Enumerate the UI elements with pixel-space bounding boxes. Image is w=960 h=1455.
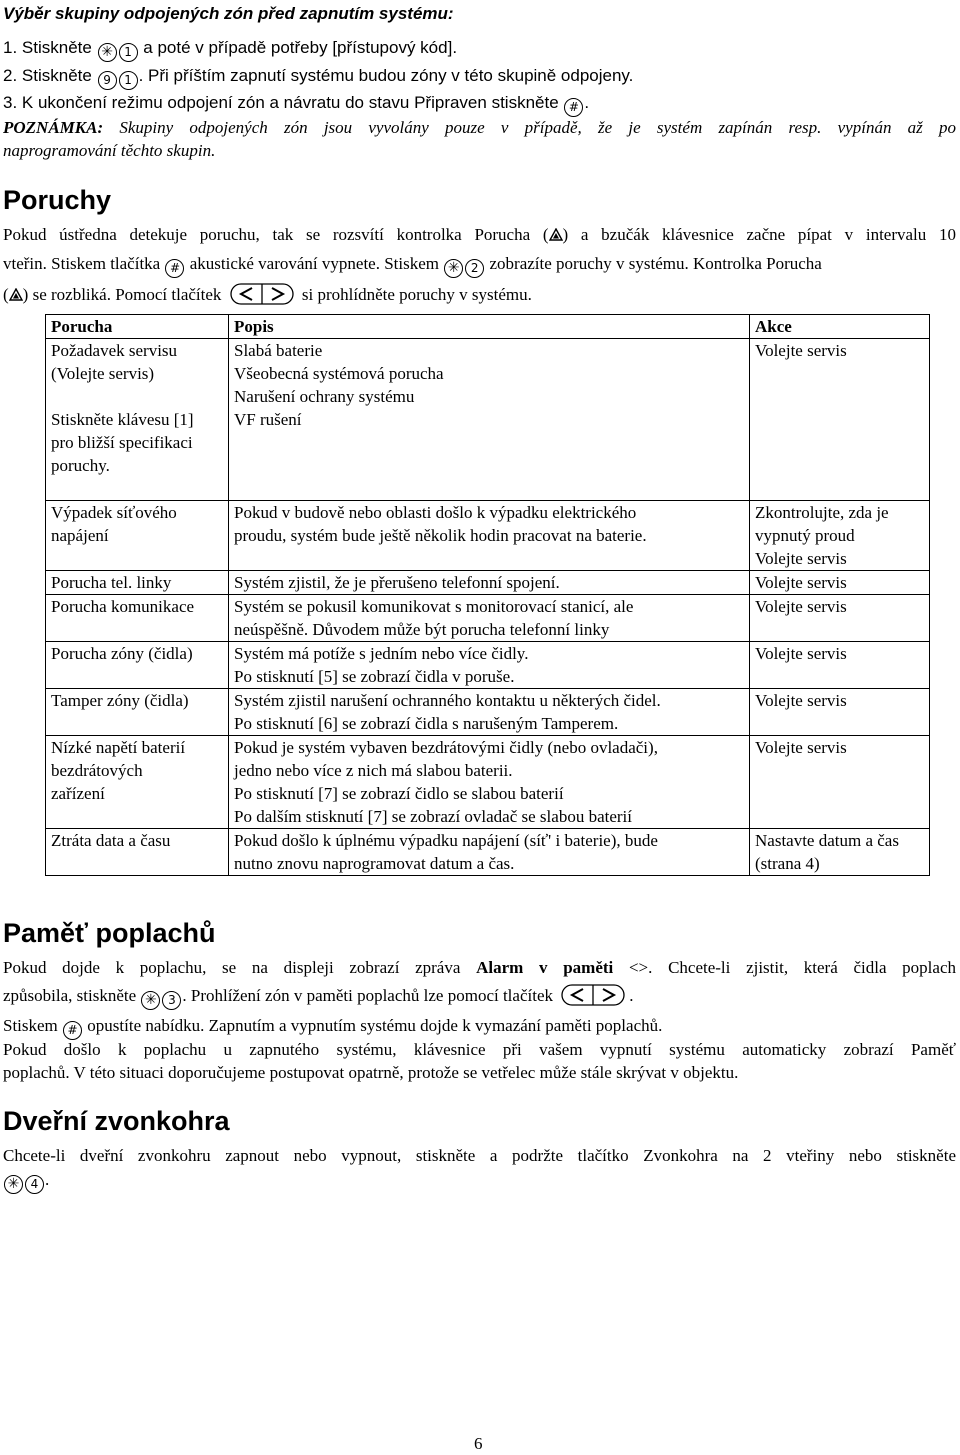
cell-akce: Volejte servis [750,736,930,829]
cell-popis: Systém zjistil, že je přerušeno telefonní spojení. [229,571,750,595]
table-row [46,339,930,501]
bypass-step-2 [3,64,633,90]
one-key-icon: 1 [119,71,138,90]
cell-porucha: Tamper zóny (čidla) [46,689,229,736]
cell-popis: Slabá baterie Všeobecná systémová porucha Narušení ochrany systému VF rušení [229,339,750,501]
cell-porucha: Ztráta data a času [46,829,229,876]
cell-akce: Volejte servis [750,339,930,501]
table-row [46,736,930,829]
cell-popis: Pokud je systém vybaven bezdrátovými čidly (nebo ovladači), jedno nebo více z nich má slabou baterii. Po stisknutí [7] se zobrazí čidlo se slabou baterií Po dalším stisknutí [7] se zobrazí ovladač se slabou baterií [229,736,750,829]
memory-line-5: poplachů. V této situaci doporučujeme postupovat opatrně, protože se vetřelec může stále skrývat v objektu. [3,1063,739,1082]
troubles-line-2 [3,252,822,278]
cell-akce: Nastavte datum a čas (strana 4) [750,829,930,876]
troubles-table [45,314,930,876]
troubles-line-1-b: ) a bzučák klávesnice začne pípat v intervalu 10 [562,225,956,244]
troubles-line-1-a: Pokud ústředna detekuje poruchu, tak se rozsvítí kontrolka Porucha ( [3,225,549,244]
left-right-arrow-keys-icon [230,283,294,305]
nine-key-icon: 9 [98,71,117,90]
cell-porucha: Porucha tel. linky [46,571,229,595]
trouble-warning-icon [9,288,23,301]
memory-line-2 [3,984,634,1010]
header-popis: Popis [229,315,750,339]
header-akce: Akce [750,315,930,339]
chime-line-1: Chcete-li dveřní zvonkohru zapnout nebo vypnout, stiskněte a podržte tlačítko Zvonkohra na 2 vteřiny nebo stiskněte [3,1146,956,1165]
bypass-step-3 [3,91,589,117]
chime-heading: Dveřní zvonkohra [3,1106,230,1136]
bypass-heading: Výběr skupiny odpojených zón před zapnutím systému: [3,4,454,23]
cell-porucha: Porucha zóny (čidla) [46,642,229,689]
chime-line-2 [3,1168,49,1194]
memory-line-1-a: Pokud dojde k poplachu, se na displeji zobrazí zpráva [3,958,461,977]
step2-text: 2. Stiskněte [3,66,92,85]
cell-akce: Zkontrolujte, zda je vypnutý proud Volejte servis [750,501,930,571]
note-label: POZNÁMKA: [3,118,104,137]
cell-akce: Volejte servis [750,571,930,595]
troubles-line-2-b: akustické varování vypnete. Stiskem [189,254,439,273]
troubles-line-3-b: ) se rozbliká. Pomocí tlačítek [22,285,222,304]
memory-line-2-c: . [629,986,634,1005]
cell-popis: Pokud došlo k úplnému výpadku napájení (síť' i baterie), bude nutno znovu naprogramovat datum a čas. [229,829,750,876]
step3-text: 3. K ukončení režimu odpojení zón a návratu do stavu Připraven stiskněte [3,93,559,112]
cell-akce: Volejte servis [750,595,930,642]
memory-line-3-b: opustíte nabídku. Zapnutím a vypnutím systému dojde k vymazání paměti poplachů. [87,1016,663,1035]
table-header-row [46,315,930,339]
troubles-line-3-a: ( [3,285,9,304]
cell-popis: Systém zjistil narušení ochranného kontaktu u některých čidel. Po stisknutí [6] se zobrazí čidla s narušeným Tamperem. [229,689,750,736]
left-right-arrow-keys-icon [561,984,625,1006]
cell-popis: Systém má potíže s jedním nebo více čidly. Po stisknutí [5] se zobrazí čidla v poruše. [229,642,750,689]
cell-popis: Pokud v budově nebo oblasti došlo k výpadku elektrického proudu, systém bude ještě několik hodin pracovat na baterie. [229,501,750,571]
troubles-line-2-a: vteřin. Stiskem tlačítka [3,254,161,273]
hash-key-icon: # [63,1021,82,1040]
two-key-icon: 2 [465,259,484,278]
troubles-line-1 [3,223,956,246]
table-row [46,689,930,736]
hash-key-icon: # [165,259,184,278]
one-key-icon: 1 [119,43,138,62]
troubles-line-2-c: zobrazíte poruchy v systému. Kontrolka Porucha [489,254,822,273]
chime-line-2-tail: . [45,1170,50,1189]
memory-line-3-a: Stiskem [3,1016,58,1035]
note-line-2: naprogramování těchto skupin. [3,141,216,160]
three-key-icon: 3 [162,991,181,1010]
star-key-icon: ✳ [4,1175,23,1194]
memory-line-4: Pokud došlo k poplachu u zapnutého systému, klávesnice při vašem vypnutí systému automaticky zobrazí Paměť [3,1040,956,1059]
star-key-icon: ✳ [98,43,117,62]
star-key-icon: ✳ [141,991,160,1010]
trouble-warning-icon [549,228,563,241]
table-row [46,642,930,689]
cell-porucha: Požadavek servisu (Volejte servis) Stiskněte klávesu [1] pro bližší specifikaci poruchy. [46,339,229,501]
cell-akce: Volejte servis [750,689,930,736]
step3-text-b: . [584,93,590,112]
step1-text: 1. Stiskněte [3,38,92,57]
cell-porucha: Porucha komunikace [46,595,229,642]
cell-porucha: Výpadek síťového napájení [46,501,229,571]
table-row [46,501,930,571]
bypass-step-1 [3,36,457,62]
table-row [46,571,930,595]
hash-key-icon: # [564,98,583,117]
header-porucha: Porucha [46,315,229,339]
cell-akce: Volejte servis [750,642,930,689]
cell-popis: Systém se pokusil komunikovat s monitorovací stanicí, ale neúspěšně. Důvodem může být porucha telefonní linky [229,595,750,642]
memory-line-1-b: <>. Chcete-li zjistit, která čidla poplach [628,958,956,977]
star-key-icon: ✳ [444,259,463,278]
step2-text-b: . Při příštím zapnutí systému budou zóny v této skupině odpojeny. [138,66,634,85]
cell-porucha: Nízké napětí baterií bezdrátových zařízení [46,736,229,829]
memory-heading: Paměť poplachů [3,918,216,948]
four-key-icon: 4 [25,1175,44,1194]
note-line-1: Skupiny odpojených zón jsou vyvolány pouze v případě, že je systém zapínán resp. vypínán až po [119,118,957,137]
troubles-line-3-c: si prohlídněte poruchy v systému. [301,285,532,304]
step1-text-b: a poté v případě potřeby [přístupový kód]. [143,38,458,57]
table-row [46,829,930,876]
troubles-heading: Poruchy [3,185,112,215]
table-row [46,595,930,642]
memory-line-2-a: způsobila, stiskněte [3,986,137,1005]
memory-line-2-b: . Prohlížení zón v paměti poplachů lze pomocí tlačítek [182,986,553,1005]
bypass-note [3,116,956,139]
memory-alarm-message: Alarm v paměti [476,958,614,977]
page-number: 6 [474,1434,483,1453]
troubles-line-3 [3,283,532,306]
memory-line-3 [3,1014,662,1040]
memory-line-1 [3,956,956,979]
